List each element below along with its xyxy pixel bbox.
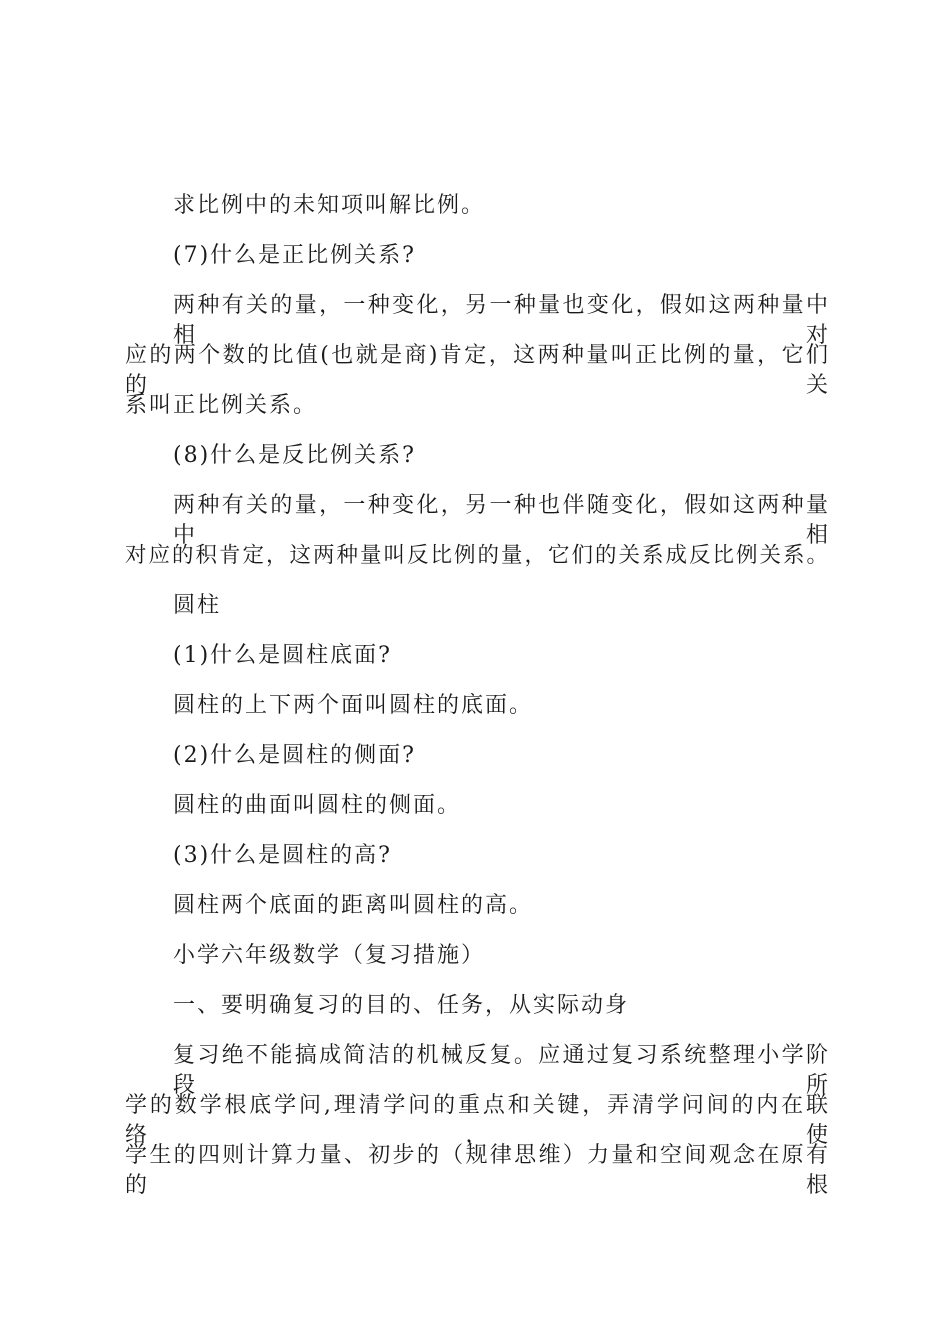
text-line: 复习绝不能搞成简洁的机械反复。应通过复习系统整理小学阶段所 [173, 1043, 830, 1098]
text-line: 学生的四则计算力量、初步的（规律思维）力量和空间观念在原有的根 [125, 1143, 830, 1198]
text-line: 圆柱的上下两个面叫圆柱的底面。 [173, 693, 534, 718]
text-line: (7)什么是正比例关系? [173, 243, 416, 268]
text-line: 两种有关的量，一种变化，另一种也伴随变化，假如这两种量中相 [173, 493, 830, 548]
text-line: 两种有关的量，一种变化，另一种量也变化，假如这两种量中相对 [173, 293, 830, 348]
text-line: 圆柱的曲面叫圆柱的侧面。 [173, 793, 462, 818]
text-line: 应的两个数的比值(也就是商)肯定，这两种量叫正比例的量，它们的关 [125, 343, 830, 398]
text-line: 对应的积肯定，这两种量叫反比例的量，它们的关系成反比例关系。 [125, 543, 831, 568]
text-line: 一、要明确复习的目的、任务，从实际动身 [173, 993, 630, 1018]
section-heading: 圆柱 [173, 593, 222, 618]
text-line: 系叫正比例关系。 [125, 393, 318, 418]
text-line: (3)什么是圆柱的高? [173, 843, 392, 868]
text-line: 学的数学根底学问,理清学问的重点和关键，弄清学问间的内在联络，使 [125, 1093, 830, 1148]
text-line: (1)什么是圆柱底面? [173, 643, 392, 668]
text-line: 圆柱两个底面的距离叫圆柱的高。 [173, 893, 534, 918]
text-line: 求比例中的未知项叫解比例。 [173, 193, 486, 218]
text-line: (2)什么是圆柱的侧面? [173, 743, 416, 768]
text-line: (8)什么是反比例关系? [173, 443, 416, 468]
section-heading: 小学六年级数学（复习措施） [173, 943, 486, 968]
